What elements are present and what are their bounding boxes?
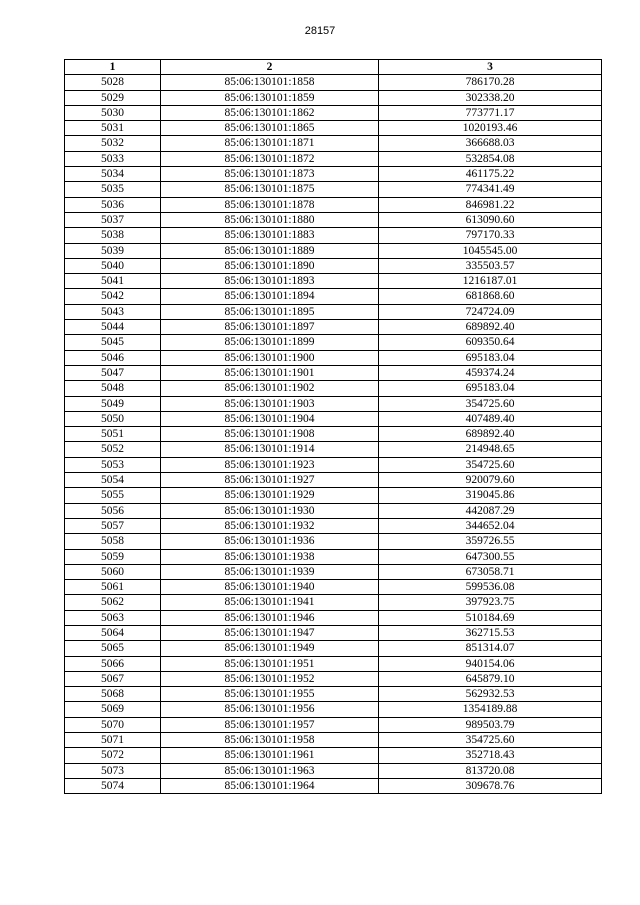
table-row [65, 396, 602, 411]
value-cell: 813720.08 [379, 763, 602, 778]
row-number-cell: 5042 [65, 289, 161, 304]
row-number-cell: 5032 [65, 136, 161, 151]
cadastral-number-cell: 85:06:130101:1890 [161, 258, 379, 273]
table-row [65, 289, 602, 304]
page-number: 28157 [304, 25, 336, 37]
row-number-cell: 5069 [65, 702, 161, 717]
cadastral-number-cell: 85:06:130101:1914 [161, 442, 379, 457]
cadastral-number-cell: 85:06:130101:1871 [161, 136, 379, 151]
table-row [65, 549, 602, 564]
row-number-cell: 5056 [65, 503, 161, 518]
row-number-cell: 5061 [65, 580, 161, 595]
row-number-cell: 5053 [65, 457, 161, 472]
row-number-cell: 5048 [65, 381, 161, 396]
value-cell: 1354189.88 [379, 702, 602, 717]
row-number-cell: 5054 [65, 473, 161, 488]
value-cell: 613090.60 [379, 212, 602, 227]
table-row [65, 304, 602, 319]
row-number-cell: 5064 [65, 625, 161, 640]
value-cell: 940154.06 [379, 656, 602, 671]
value-cell: 695183.04 [379, 381, 602, 396]
cadastral-number-cell: 85:06:130101:1929 [161, 488, 379, 503]
value-cell: 362715.53 [379, 625, 602, 640]
table-row [65, 167, 602, 182]
value-cell: 724724.09 [379, 304, 602, 319]
cadastral-number-cell: 85:06:130101:1908 [161, 427, 379, 442]
value-cell: 773771.17 [379, 105, 602, 120]
value-cell: 1045545.00 [379, 243, 602, 258]
cadastral-number-cell: 85:06:130101:1951 [161, 656, 379, 671]
cadastral-number-cell: 85:06:130101:1904 [161, 411, 379, 426]
table-row [65, 656, 602, 671]
table-row [65, 381, 602, 396]
table-row [65, 564, 602, 579]
cadastral-number-cell: 85:06:130101:1958 [161, 733, 379, 748]
cadastral-number-cell: 85:06:130101:1889 [161, 243, 379, 258]
row-number-cell: 5039 [65, 243, 161, 258]
table-row [65, 595, 602, 610]
value-cell: 846981.22 [379, 197, 602, 212]
value-cell: 920079.60 [379, 473, 602, 488]
row-number-cell: 5044 [65, 320, 161, 335]
row-number-cell: 5072 [65, 748, 161, 763]
table-row [65, 182, 602, 197]
cadastral-number-cell: 85:06:130101:1927 [161, 473, 379, 488]
row-number-cell: 5073 [65, 763, 161, 778]
value-cell: 335503.57 [379, 258, 602, 273]
cadastral-number-cell: 85:06:130101:1963 [161, 763, 379, 778]
value-cell: 407489.40 [379, 411, 602, 426]
value-cell: 354725.60 [379, 733, 602, 748]
row-number-cell: 5040 [65, 258, 161, 273]
value-cell: 302338.20 [379, 90, 602, 105]
table-body [65, 75, 602, 794]
table-row [65, 427, 602, 442]
value-cell: 442087.29 [379, 503, 602, 518]
row-number-cell: 5065 [65, 641, 161, 656]
row-number-cell: 5031 [65, 121, 161, 136]
row-number-cell: 5067 [65, 671, 161, 686]
cadastral-number-cell: 85:06:130101:1939 [161, 564, 379, 579]
table-row [65, 534, 602, 549]
row-number-cell: 5034 [65, 167, 161, 182]
value-cell: 352718.43 [379, 748, 602, 763]
cadastral-number-cell: 85:06:130101:1956 [161, 702, 379, 717]
table-row [65, 625, 602, 640]
cadastral-number-cell: 85:06:130101:1964 [161, 778, 379, 793]
value-cell: 774341.49 [379, 182, 602, 197]
cadastral-number-cell: 85:06:130101:1930 [161, 503, 379, 518]
cadastral-number-cell: 85:06:130101:1952 [161, 671, 379, 686]
table-row [65, 702, 602, 717]
value-cell: 359726.55 [379, 534, 602, 549]
cadastral-number-cell: 85:06:130101:1940 [161, 580, 379, 595]
cadastral-number-cell: 85:06:130101:1880 [161, 212, 379, 227]
value-cell: 689892.40 [379, 427, 602, 442]
column-header-1: 1 [65, 60, 161, 75]
cadastral-number-cell: 85:06:130101:1858 [161, 75, 379, 90]
table-row [65, 641, 602, 656]
row-number-cell: 5063 [65, 610, 161, 625]
table-row [65, 442, 602, 457]
cadastral-number-cell: 85:06:130101:1903 [161, 396, 379, 411]
table-row [65, 473, 602, 488]
row-number-cell: 5052 [65, 442, 161, 457]
table-row [65, 518, 602, 533]
table-row [65, 243, 602, 258]
value-cell: 1216187.01 [379, 274, 602, 289]
row-number-cell: 5035 [65, 182, 161, 197]
value-cell: 309678.76 [379, 778, 602, 793]
row-number-cell: 5038 [65, 228, 161, 243]
table-row [65, 671, 602, 686]
cadastral-number-cell: 85:06:130101:1865 [161, 121, 379, 136]
cadastral-number-cell: 85:06:130101:1961 [161, 748, 379, 763]
cadastral-number-cell: 85:06:130101:1932 [161, 518, 379, 533]
value-cell: 645879.10 [379, 671, 602, 686]
value-cell: 695183.04 [379, 350, 602, 365]
row-number-cell: 5074 [65, 778, 161, 793]
value-cell: 673058.71 [379, 564, 602, 579]
row-number-cell: 5059 [65, 549, 161, 564]
cadastral-number-cell: 85:06:130101:1899 [161, 335, 379, 350]
value-cell: 681868.60 [379, 289, 602, 304]
cadastral-number-cell: 85:06:130101:1875 [161, 182, 379, 197]
table-row [65, 258, 602, 273]
table-row [65, 610, 602, 625]
table-row [65, 488, 602, 503]
cadastral-number-cell: 85:06:130101:1893 [161, 274, 379, 289]
table-row [65, 365, 602, 380]
row-number-cell: 5062 [65, 595, 161, 610]
table-row [65, 778, 602, 793]
row-number-cell: 5041 [65, 274, 161, 289]
cadastral-number-cell: 85:06:130101:1957 [161, 717, 379, 732]
row-number-cell: 5068 [65, 687, 161, 702]
column-header-2: 2 [161, 60, 379, 75]
table-row [65, 212, 602, 227]
value-cell: 354725.60 [379, 396, 602, 411]
value-cell: 214948.65 [379, 442, 602, 457]
row-number-cell: 5060 [65, 564, 161, 579]
cadastral-number-cell: 85:06:130101:1936 [161, 534, 379, 549]
table-row [65, 105, 602, 120]
cadastral-number-cell: 85:06:130101:1949 [161, 641, 379, 656]
table-row [65, 320, 602, 335]
value-cell: 510184.69 [379, 610, 602, 625]
value-cell: 786170.28 [379, 75, 602, 90]
value-cell: 989503.79 [379, 717, 602, 732]
cadastral-number-cell: 85:06:130101:1947 [161, 625, 379, 640]
row-number-cell: 5071 [65, 733, 161, 748]
cadastral-number-cell: 85:06:130101:1901 [161, 365, 379, 380]
table-row [65, 136, 602, 151]
row-number-cell: 5066 [65, 656, 161, 671]
row-number-cell: 5030 [65, 105, 161, 120]
cadastral-number-cell: 85:06:130101:1859 [161, 90, 379, 105]
table-row [65, 687, 602, 702]
table-header-row [65, 60, 602, 75]
row-number-cell: 5036 [65, 197, 161, 212]
table-row [65, 350, 602, 365]
row-number-cell: 5028 [65, 75, 161, 90]
row-number-cell: 5049 [65, 396, 161, 411]
table-row [65, 75, 602, 90]
table-row [65, 733, 602, 748]
cadastral-number-cell: 85:06:130101:1872 [161, 151, 379, 166]
value-cell: 461175.22 [379, 167, 602, 182]
cadastral-number-cell: 85:06:130101:1895 [161, 304, 379, 319]
row-number-cell: 5051 [65, 427, 161, 442]
row-number-cell: 5033 [65, 151, 161, 166]
cadastral-number-cell: 85:06:130101:1941 [161, 595, 379, 610]
value-cell: 459374.24 [379, 365, 602, 380]
column-header-3: 3 [379, 60, 602, 75]
table-row [65, 748, 602, 763]
cadastral-number-cell: 85:06:130101:1946 [161, 610, 379, 625]
table-row [65, 717, 602, 732]
cadastral-number-cell: 85:06:130101:1862 [161, 105, 379, 120]
value-cell: 562932.53 [379, 687, 602, 702]
value-cell: 797170.33 [379, 228, 602, 243]
table-row [65, 274, 602, 289]
value-cell: 851314.07 [379, 641, 602, 656]
value-cell: 1020193.46 [379, 121, 602, 136]
cadastral-number-cell: 85:06:130101:1938 [161, 549, 379, 564]
row-number-cell: 5046 [65, 350, 161, 365]
table-row [65, 121, 602, 136]
row-number-cell: 5070 [65, 717, 161, 732]
cadastral-number-cell: 85:06:130101:1955 [161, 687, 379, 702]
row-number-cell: 5029 [65, 90, 161, 105]
row-number-cell: 5045 [65, 335, 161, 350]
row-number-cell: 5057 [65, 518, 161, 533]
cadastral-number-cell: 85:06:130101:1900 [161, 350, 379, 365]
table-row [65, 580, 602, 595]
value-cell: 319045.86 [379, 488, 602, 503]
value-cell: 397923.75 [379, 595, 602, 610]
cadastral-number-cell: 85:06:130101:1894 [161, 289, 379, 304]
row-number-cell: 5047 [65, 365, 161, 380]
table-row [65, 411, 602, 426]
cadastral-number-cell: 85:06:130101:1923 [161, 457, 379, 472]
cadastral-number-cell: 85:06:130101:1897 [161, 320, 379, 335]
table-row [65, 151, 602, 166]
table-row [65, 763, 602, 778]
value-cell: 354725.60 [379, 457, 602, 472]
table-row [65, 90, 602, 105]
value-cell: 344652.04 [379, 518, 602, 533]
value-cell: 609350.64 [379, 335, 602, 350]
cadastral-number-cell: 85:06:130101:1878 [161, 197, 379, 212]
row-number-cell: 5037 [65, 212, 161, 227]
table-row [65, 503, 602, 518]
row-number-cell: 5050 [65, 411, 161, 426]
table-row [65, 335, 602, 350]
value-cell: 599536.08 [379, 580, 602, 595]
table-row [65, 228, 602, 243]
table-row [65, 457, 602, 472]
value-cell: 532854.08 [379, 151, 602, 166]
value-cell: 366688.03 [379, 136, 602, 151]
row-number-cell: 5055 [65, 488, 161, 503]
table-row [65, 197, 602, 212]
cadastral-value-table [64, 59, 602, 794]
cadastral-number-cell: 85:06:130101:1883 [161, 228, 379, 243]
cadastral-number-cell: 85:06:130101:1902 [161, 381, 379, 396]
value-cell: 689892.40 [379, 320, 602, 335]
cadastral-number-cell: 85:06:130101:1873 [161, 167, 379, 182]
row-number-cell: 5058 [65, 534, 161, 549]
row-number-cell: 5043 [65, 304, 161, 319]
value-cell: 647300.55 [379, 549, 602, 564]
